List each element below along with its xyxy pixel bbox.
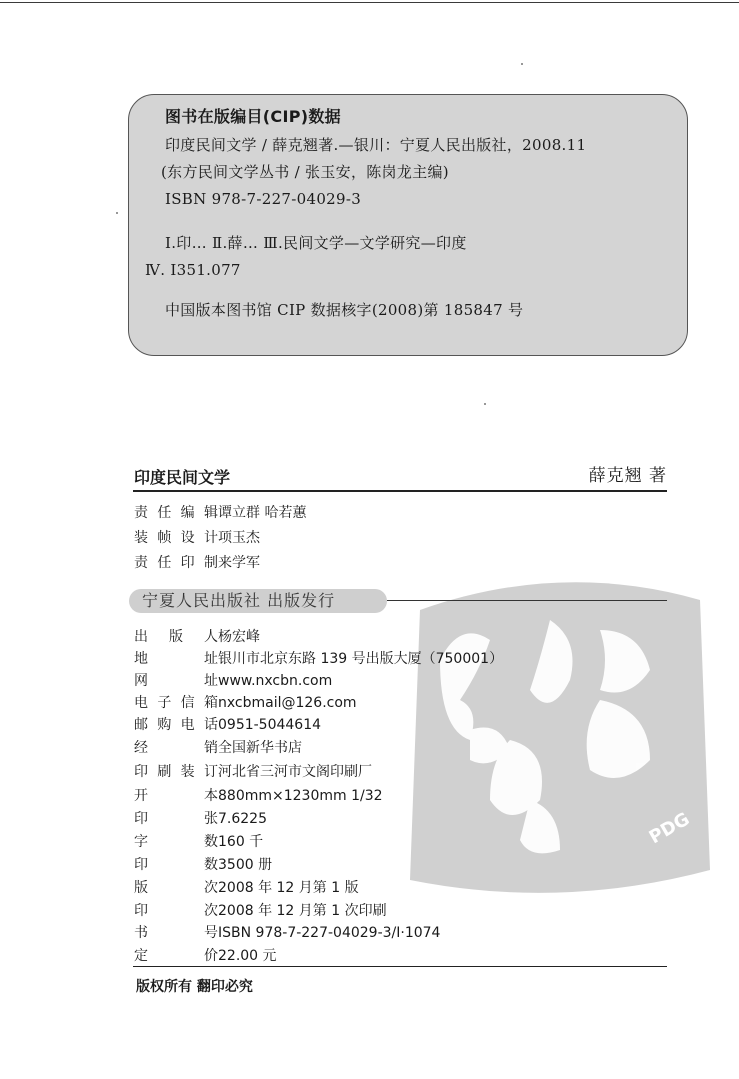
info-value: 银川市北京东路 139 号出版大厦（750001） [218, 651, 504, 667]
credit-label: 责任印制 [134, 555, 218, 571]
top-rule [0, 2, 739, 3]
credit-row-design [134, 527, 260, 547]
info-row [134, 626, 260, 646]
divider [133, 966, 667, 967]
divider [133, 490, 667, 492]
info-label: 经销 [134, 740, 218, 756]
info-row [134, 854, 272, 874]
info-label: 印刷装订 [134, 764, 218, 780]
cip-line-3: ISBN 978-7-227-04029-3 [165, 190, 362, 208]
speck [521, 63, 523, 65]
info-row [134, 808, 267, 828]
info-label: 定价 [134, 948, 218, 964]
cip-line-5: Ⅳ. I351.077 [145, 261, 241, 279]
info-value: 160 千 [218, 834, 264, 850]
publisher-text: 宁夏人民出版社 出版发行 [142, 591, 336, 610]
info-label: 地址 [134, 651, 218, 667]
info-value: 2008 年 12 月第 1 次印刷 [218, 903, 387, 919]
watermark-text: PDG [645, 808, 694, 849]
info-label: 版次 [134, 880, 218, 896]
cip-line-2: (东方民间文学丛书 / 张玉安，陈岗龙主编) [161, 163, 449, 181]
credit-value: 谭立群 哈若蕙 [218, 505, 307, 521]
info-label: 开本 [134, 788, 218, 804]
info-label: 字数 [134, 834, 218, 850]
info-value: 杨宏峰 [218, 629, 260, 645]
info-value: 7.6225 [218, 811, 267, 827]
info-label: 邮购电话 [134, 717, 218, 733]
book-title: 印度民间文学 [134, 468, 231, 487]
credit-label: 责任编辑 [134, 505, 218, 521]
credit-value: 来学军 [218, 555, 260, 571]
info-row [134, 737, 302, 757]
watermark-seal-icon [400, 570, 720, 900]
info-value: 3500 册 [218, 857, 273, 873]
speck [484, 403, 486, 405]
info-value: ISBN 978-7-227-04029-3/I·1074 [218, 925, 441, 941]
info-row [134, 922, 440, 942]
info-row [134, 714, 321, 734]
info-value: www.nxcbn.com [218, 673, 333, 689]
info-row [134, 648, 503, 668]
info-row [134, 692, 357, 712]
info-row [134, 877, 359, 897]
info-row [134, 945, 277, 965]
info-row [134, 785, 383, 805]
cip-line-1: 印度民间文学 / 薛克翘著.—银川：宁夏人民出版社，2008.11 [165, 136, 587, 154]
credit-row-editor [134, 502, 306, 522]
info-label: 印张 [134, 811, 218, 827]
cip-box [128, 94, 688, 356]
credit-row-printing [134, 552, 260, 572]
cip-title: 图书在版编目(CIP)数据 [165, 107, 341, 126]
info-label: 电子信箱 [134, 695, 218, 711]
speck [116, 212, 118, 214]
cip-line-6: 中国版本图书馆 CIP 数据核字(2008)第 185847 号 [165, 301, 524, 319]
credit-label: 装帧设计 [134, 530, 218, 546]
info-value: nxcbmail@126.com [218, 695, 357, 711]
book-author: 薛克翘 著 [588, 466, 667, 486]
info-label: 印数 [134, 857, 218, 873]
info-row [134, 670, 332, 690]
publisher-rule [387, 600, 667, 601]
info-value: 0951-5044614 [218, 717, 322, 733]
info-row [134, 900, 387, 920]
info-value: 2008 年 12 月第 1 版 [218, 880, 359, 896]
info-label: 印次 [134, 903, 218, 919]
info-row [134, 831, 263, 851]
info-label: 出版人 [134, 629, 218, 645]
copyright-notice: 版权所有 翻印必究 [136, 979, 253, 995]
info-value: 全国新华书店 [218, 740, 302, 756]
info-label: 书号 [134, 925, 218, 941]
info-value: 880mm×1230mm 1/32 [218, 788, 383, 804]
cip-line-4: Ⅰ.印… Ⅱ.薛… Ⅲ.民间文学—文学研究—印度 [165, 234, 467, 252]
info-row [134, 761, 372, 781]
info-value: 河北省三河市文阁印刷厂 [218, 764, 372, 780]
info-value: 22.00 元 [218, 948, 277, 964]
info-label: 网址 [134, 673, 218, 689]
credit-value: 项玉杰 [218, 530, 260, 546]
